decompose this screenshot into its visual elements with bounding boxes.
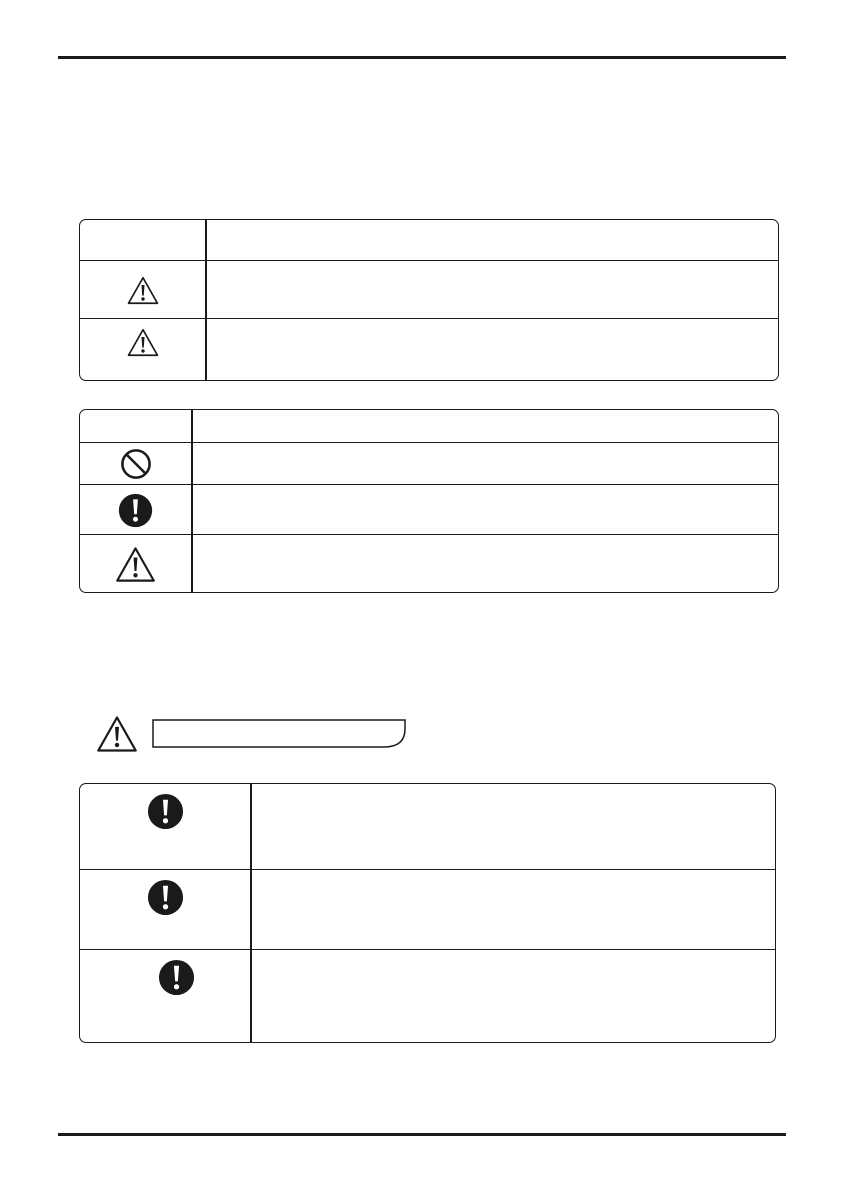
- symbol-cell: [80, 319, 205, 381]
- symbol-cell: [80, 950, 250, 1043]
- table-row: [80, 442, 778, 485]
- table-row: [80, 869, 775, 950]
- symbol-cell: [80, 485, 191, 535]
- warning-triangle-icon: [95, 714, 139, 754]
- symbol-table: [79, 409, 779, 593]
- table-row: [80, 949, 775, 1043]
- description-cell: [252, 950, 775, 1043]
- table-row: [80, 484, 778, 535]
- table-header: [80, 220, 778, 261]
- symbol-cell: [80, 535, 191, 593]
- header-symbol-cell: [80, 220, 205, 261]
- table-row: [80, 260, 778, 319]
- description-cell: [252, 784, 775, 870]
- table-header: [80, 410, 778, 443]
- top-rule: [58, 56, 786, 59]
- mandatory-exclamation-icon: [146, 878, 185, 917]
- description-cell: [193, 443, 778, 485]
- warning-triangle-icon: [126, 275, 160, 306]
- warning-triangle-icon: [114, 545, 157, 584]
- warning-label-banner: [152, 719, 406, 748]
- instructions-table: [79, 783, 776, 1043]
- description-cell: [207, 261, 778, 319]
- description-cell: [207, 319, 778, 381]
- header-meaning-cell: [207, 220, 778, 261]
- prohibition-icon: [119, 447, 153, 481]
- mandatory-exclamation-icon: [157, 958, 196, 997]
- table-row: [80, 534, 778, 593]
- warning-triangle-icon: [126, 327, 160, 358]
- signal-word-table: [79, 219, 779, 381]
- description-cell: [193, 535, 778, 593]
- symbol-cell: [80, 870, 250, 950]
- header-meaning-cell: [193, 410, 778, 443]
- bottom-rule: [58, 1133, 786, 1136]
- symbol-cell: [80, 443, 191, 485]
- symbol-cell: [80, 261, 205, 319]
- mandatory-exclamation-icon: [117, 492, 154, 529]
- symbol-cell: [80, 784, 250, 870]
- table-row: [80, 318, 778, 381]
- description-cell: [252, 870, 775, 950]
- table-row: [80, 784, 775, 870]
- header-symbol-cell: [80, 410, 191, 443]
- description-cell: [193, 485, 778, 535]
- mandatory-exclamation-icon: [146, 792, 185, 831]
